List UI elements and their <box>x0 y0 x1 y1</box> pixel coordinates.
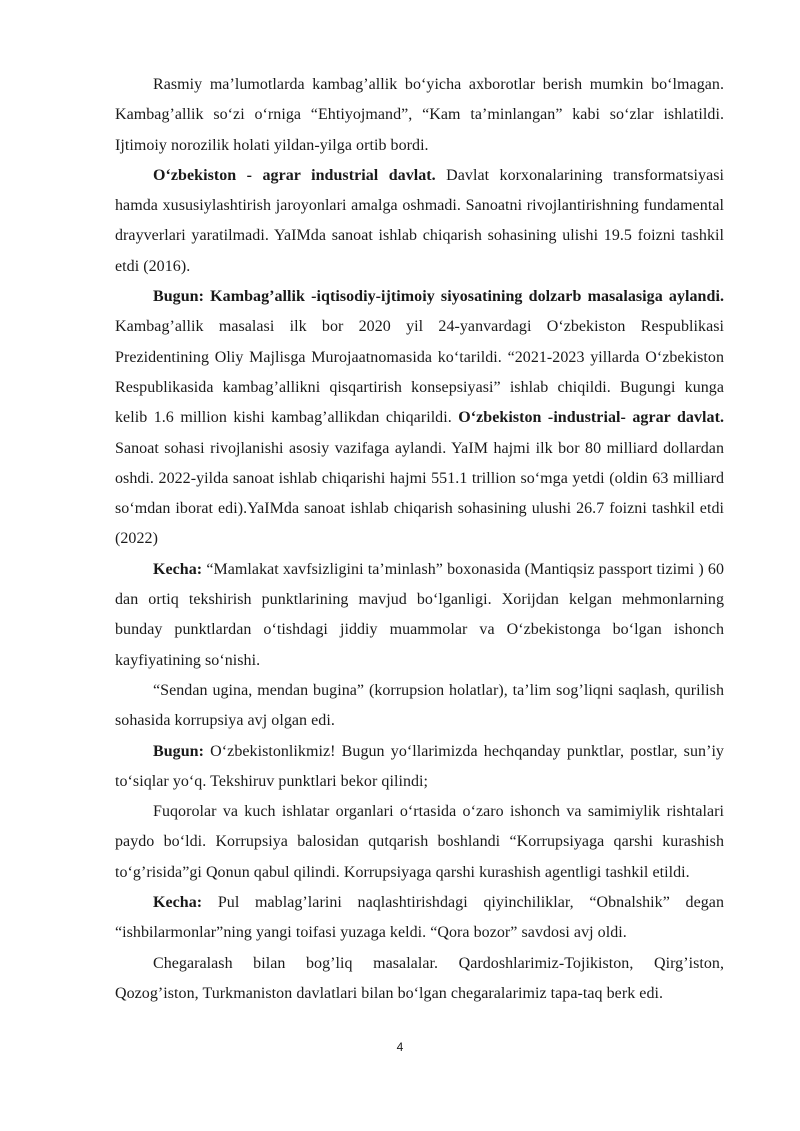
paragraph-7-text: Fuqorolar va kuch ishlatar organlari o‘rtasida o‘zaro ishonch va samimiylik rishtalari paydo bo‘ldi. Korrupsiya balosidan qutqarish boshlandi “Korrupsiyaga qarshi kurashish to‘g’risida”gi Qonun qabul qilindi. Korrupsiyaga qarshi kurashish agentligi tashkil etildi. <box>115 803 724 881</box>
paragraph-2-heading: O‘zbekiston - agrar industrial davlat. <box>153 166 436 184</box>
paragraph-5-text: “Sendan ugina, mendan bugina” (korrupsion holatlar), ta’lim sog’liqni saqlash, qurilish sohasida korrupsiya avj olgan edi. <box>115 681 724 730</box>
paragraph-2-text: Davlat korxonalarining transformatsiyasi hamda xususiylashtirish jaroyonlari amalga oshmadi. Sanoatni rivojlantirishning fundamental drayverlari yaratilmadi. YaIMda sanoat ishlab chiqarish sohasining ulishi 19.5 foizni tashkil etdi (2016). <box>115 166 724 275</box>
paragraph-4-text: “Mamlakat xavfsizligini ta’minlash” boxonasida (Mantiqsiz passport tizimi ) 60 dan ortiq tekshirish punktlarining mavjud bo‘lganligi. Xorijdan kelgan mehmonlarning bunday punktlardan o‘tishdagi jiddiy muammolar va O‘zbekistonga bo‘lgan ishonch kayfiyatining so‘nishi. <box>115 560 724 669</box>
paragraph-6-heading: Bugun: <box>153 742 204 760</box>
paragraph-3-text: Kambag’allik masalasi ilk bor 2020 yil 24-yanvardagi O‘zbekiston Respublikasi Prezidentining Oliy Majlisga Murojaatnomasida ko‘tarildi. “2021-2023 yillarda O‘zbekiston Respublikasida kambag’allikni qisqartirish konsepsiyasi” ishlab chiqildi. Bugungi kunga kelib 1.6 million kishi kambag’allikdan chiqarildi. <box>115 318 724 427</box>
paragraph-3 <box>115 282 724 555</box>
paragraph-6 <box>115 737 724 798</box>
paragraph-8 <box>115 888 724 949</box>
paragraph-2 <box>115 161 724 282</box>
paragraph-9 <box>115 949 724 1010</box>
paragraph-3-subheading: O‘zbekiston -industrial- agrar davlat. <box>458 409 724 427</box>
paragraph-1-text: Rasmiy ma’lumotlarda kambag’allik bo‘yicha axborotlar berish mumkin bo‘lmagan. Kambag’allik so‘zi o‘rniga “Ehtiyojmand”, “Kam ta’minlangan” kabi so‘zlar ishlatildi. Ijtimoiy norozilik holati yildan-yilga ortib bordi. <box>115 76 724 154</box>
paragraph-9-text: Chegaralash bilan bog’liq masalalar. Qardoshlarimiz-Tojikiston, Qirg’iston, Qozog’iston, Turkmaniston davlatlari bilan bo‘lgan chegaralarimiz tapa-taq berk edi. <box>115 954 724 1002</box>
paragraph-8-text: Pul mablag’larini naqlashtirishdagi qiyinchiliklar, “Obnalshik” degan “ishbilarmonlar”ning yangi toifasi yuzaga keldi. “Qora bozor” savdosi avj oldi. <box>115 894 724 942</box>
paragraph-1 <box>115 70 724 161</box>
paragraph-4-heading: Kecha: <box>153 560 203 578</box>
paragraph-3-heading: Bugun: Kambag’allik -iqtisodiy-ijtimoiy siyosatining dolzarb masalasiga aylandi. <box>153 288 724 306</box>
paragraph-7 <box>115 797 724 888</box>
paragraph-5 <box>115 676 724 737</box>
paragraph-3-text-2: Sanoat sohasi rivojlanishi asosiy vazifaga aylandi. YaIM hajmi ilk bor 80 milliard dollardan oshdi. 2022-yilda sanoat ishlab chiqarishi hajmi 551.1 trillion so‘mga yetdi (oldin 63 milliard so‘mdan iborat edi).YaIMda sanoat ishlab chiqarish sohasining ulushi 26.7 foizni tashkil etdi (2022) <box>115 439 724 548</box>
page-number: 4 <box>396 1040 404 1054</box>
paragraph-6-text: O‘zbekistonlikmiz! Bugun yo‘llarimizda hechqanday punktlar, postlar, sun’iy to‘siqlar yo‘q. Tekshiruv punktlari bekor qilindi; <box>115 742 724 790</box>
paragraph-4 <box>115 555 724 676</box>
paragraph-8-heading: Kecha: <box>153 894 203 912</box>
body-text <box>115 70 724 1009</box>
